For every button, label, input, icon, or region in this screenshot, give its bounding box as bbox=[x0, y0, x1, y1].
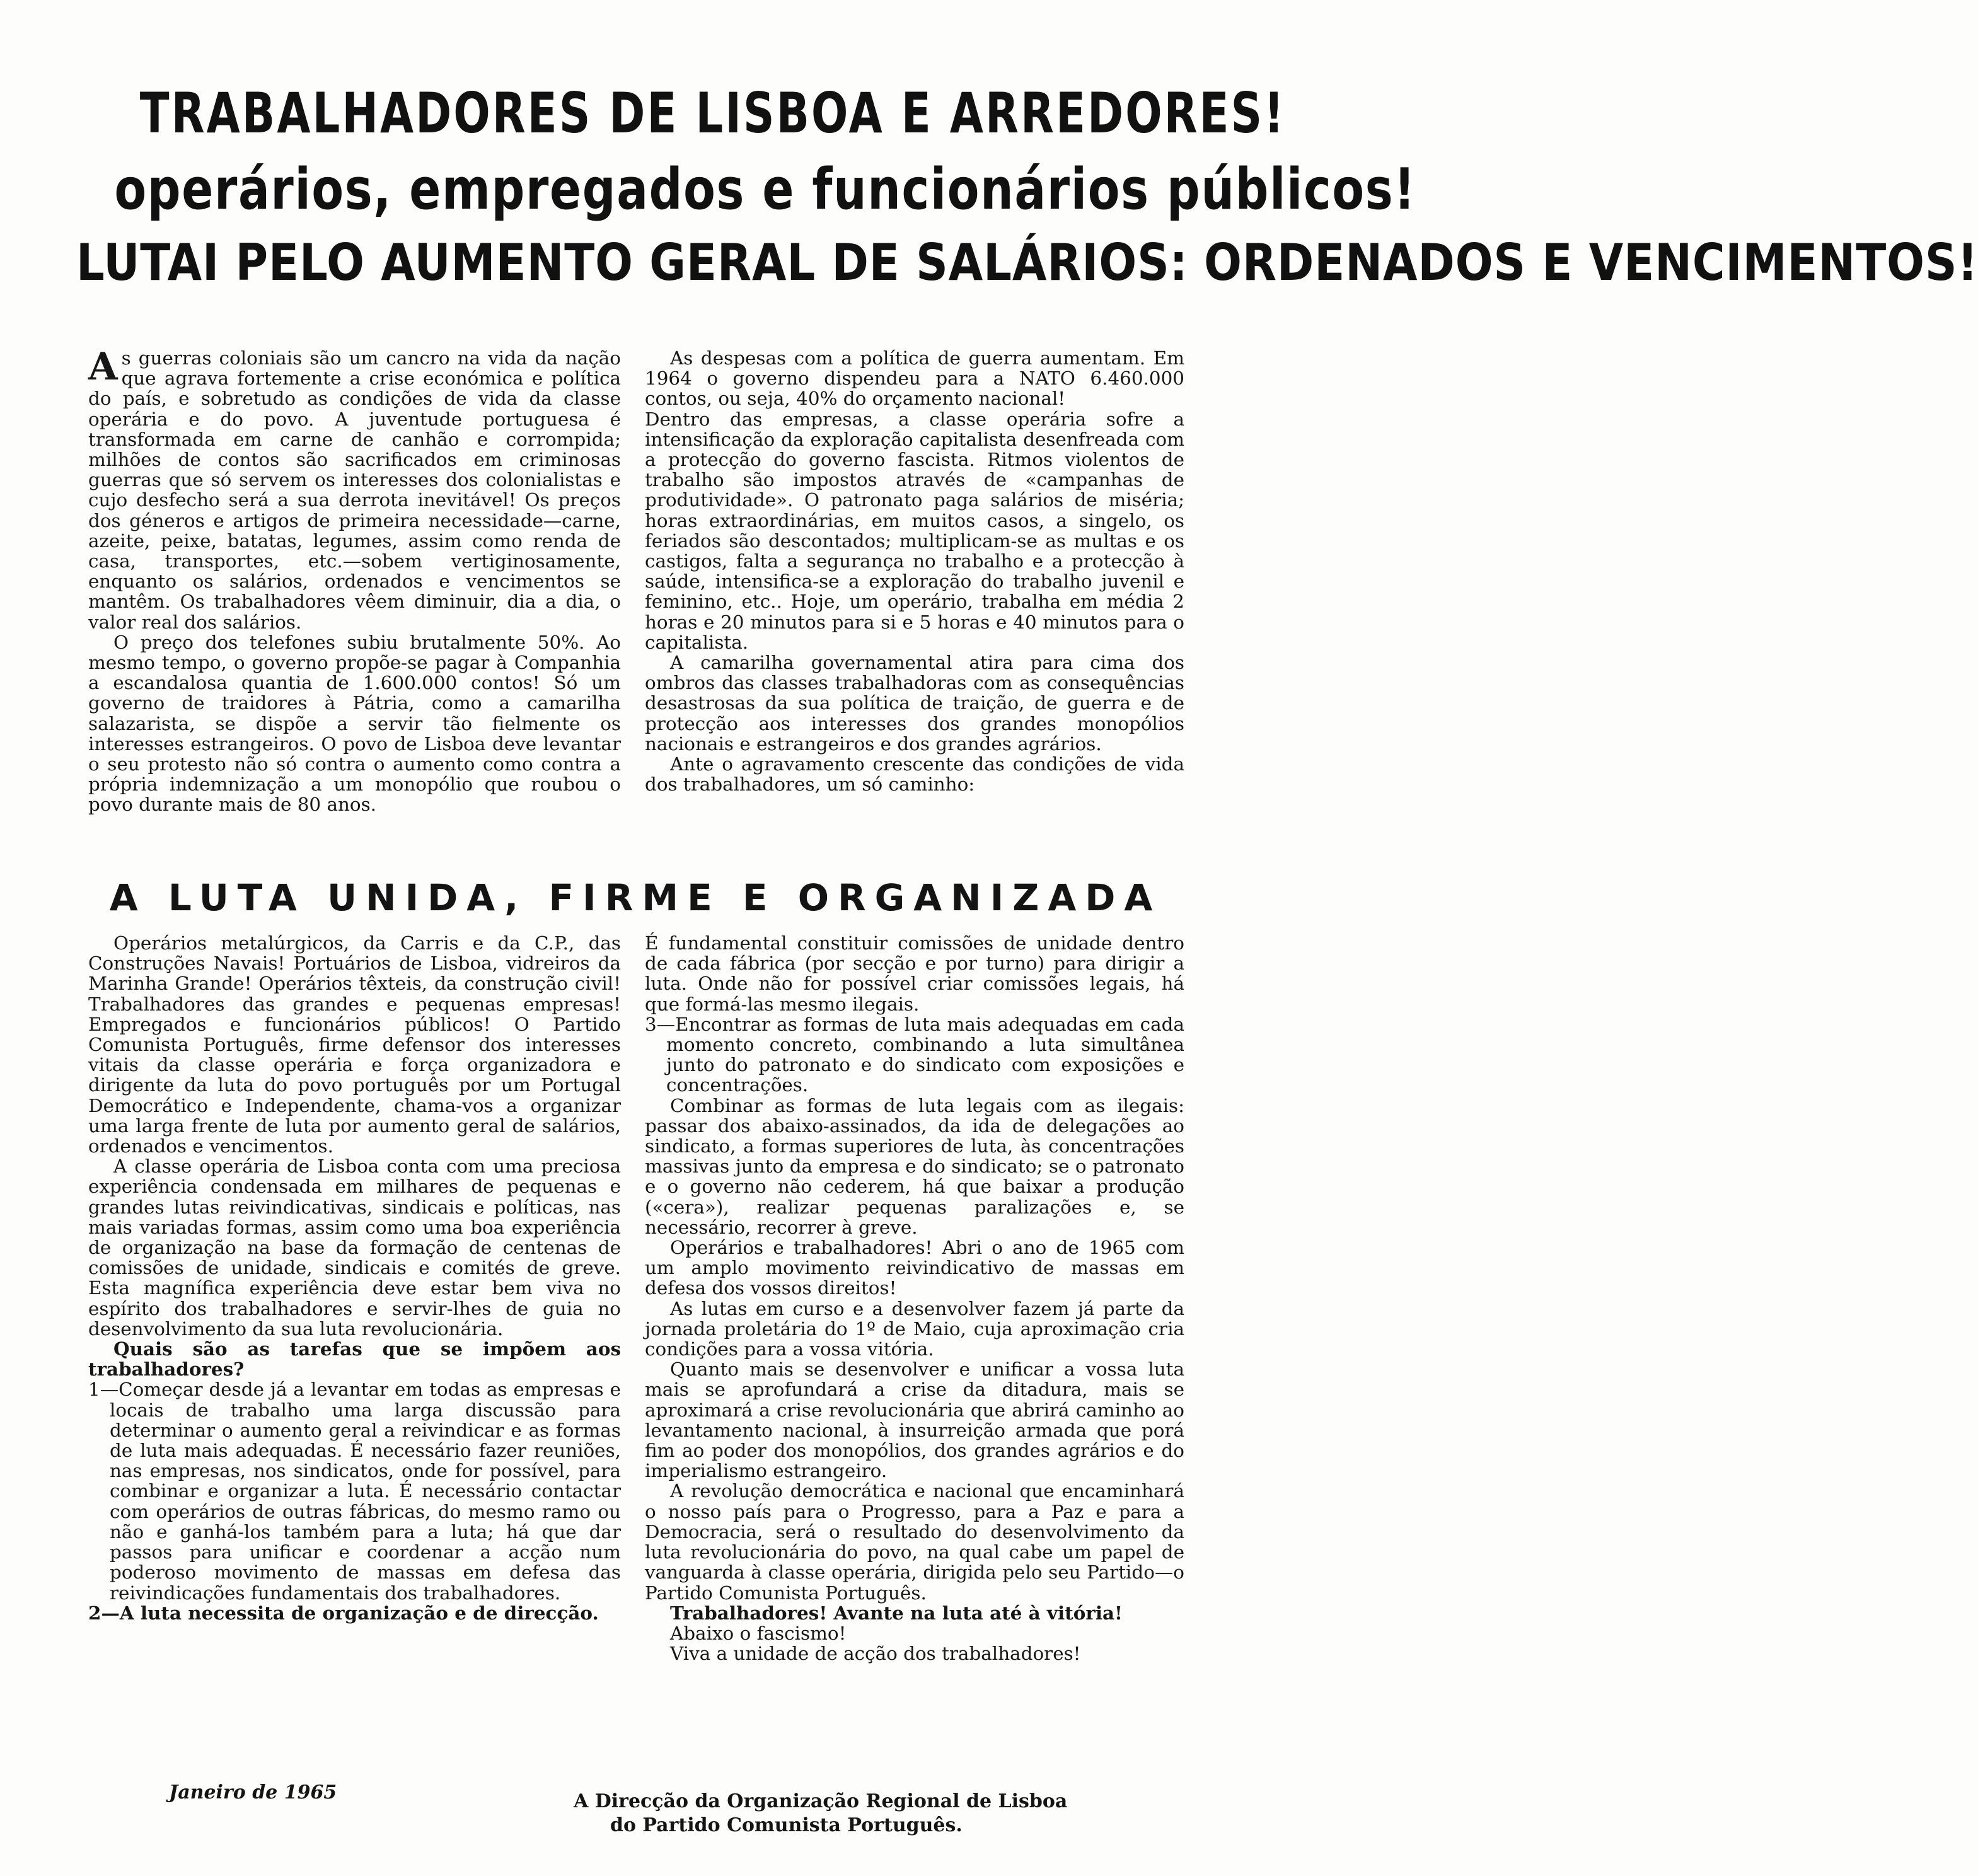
column-top-right bbox=[645, 348, 1184, 794]
paragraph: O preço dos telefones subiu brutalmente 50%. Ao mesmo tempo, o governo propõe-se pagar à Companhia a escandalosa quantia de 1.600.000 contos! Só um governo de traidores à Pátria, como a camarilha salazarista, se dispõe a servir tão fielmente os interesses estrangeiros. O povo de Lisboa deve levantar o seu protesto não só contra o aumento como contra a própria indemnização a um monopólio que roubou o povo durante mais de 80 anos. bbox=[88, 631, 621, 816]
paragraph: As guerras coloniais são um cancro na vida da nação que agrava fortemente a crise económica e política do país, e sobretudo as condições de vida da classe operária e do povo. A juventude portuguesa é transformada em carne de canhão e corrompida; milhões de contos são sacrificados em criminosas guerras que só servem os interesses dos colonialistas e cujo desfecho será a sua derrota inevitável! Os preços dos géneros e artigos de primeira necessidade—carne, azeite, peixe, batatas, legumes, assim como renda de casa, transportes, etc.—sobem vertiginosamente, enquanto os salários, ordenados e vencimentos se mantêm. Os trabalhadores vêem diminuir, dia a dia, o valor real dos salários. bbox=[88, 345, 621, 633]
closing-line: Trabalhadores! Avante na luta até à vitória! bbox=[670, 1601, 1123, 1624]
paragraph: Dentro das empresas, a classe operária sofre a intensificação da exploração capitalista desenfreada com a protecção do governo fascista. Ritmos violentos de trabalho são impostos através de «campanhas de produtividade». O patronato paga salários de miséria; horas extraordinárias, em muitos casos, a singelo, os feriados são descontados; multiplicam-se as multas e os castigos, falta a segurança no trabalho e a protecção à saúde, intensifica-se a exploração do trabalho juvenil e feminino, etc.. Hoje, um operário, trabalha em média 2 horas e 20 minutos para si e 5 horas e 40 minutos para o capitalista. bbox=[645, 408, 1184, 653]
signature-line: do Partido Comunista Português. bbox=[610, 1814, 963, 1836]
paragraph: Operários metalúrgicos, da Carris e da C.P., das Construções Navais! Portuários de Lisboa, vidreiros da Marinha Grande! Operários têxteis, da construção civil! Trabalhadores das grandes e pequenas empresas! Empregados e funcionários públicos! O Partido Comunista Português, firme defensor dos interesses vitais da classe operária e força organizadora e dirigente da luta do povo português por um Portugal Democrático e Independente, chama-vos a organizar uma larga frente de luta por aumento geral de salários, ordenados e vencimentos. bbox=[88, 932, 621, 1157]
paragraph: A camarilha governamental atira para cima dos ombros das classes trabalhadoras com as consequências desastrosas da sua política de traição, de guerra e de protecção aos interesses dos grandes monopólios nacionais e estrangeiros e dos grandes agrários. bbox=[645, 652, 1184, 755]
paragraph: É fundamental constituir comissões de unidade dentro de cada fábrica (por secção e por turno) para dirigir a luta. Onde não for possível criar comissões legais, há que formá-las mesmo ilegais. bbox=[645, 932, 1184, 1015]
paragraph: Quanto mais se desenvolver e unificar a vossa luta mais se aprofundará a crise da ditadura, mais se aproximará a crise revolucionária que abrirá caminho ao levantamento nacional, à insurreição armada que porá fim ao poder dos monopólios, dos grandes agrários e do imperialismo estrangeiro. bbox=[645, 1358, 1184, 1482]
closing-line: Viva a unidade de acção dos trabalhadores! bbox=[670, 1643, 1081, 1665]
paragraph: As lutas em curso e a desenvolver fazem já parte da jornada proletária do 1º de Maio, cuja aproximação cria condições para a vossa vitória. bbox=[645, 1297, 1184, 1360]
paragraph: Combinar as formas de luta legais com as ilegais: passar dos abaixo-assinados, da ida de delegações ao sindicato, a formas superiores de luta, às concentrações massivas junto da empresa e do sindicato; se o patronato e o governo não cederem, há que baixar a produção («cera»), realizar pequenas paralizações e, se necessário, recorrer à greve. bbox=[645, 1094, 1184, 1238]
list-item: 3—Encontrar as formas de luta mais adequadas em cada momento concreto, combinando a luta simultânea junto do patronato e do sindicato com exposições e concentrações. bbox=[645, 1013, 1184, 1096]
date-line: Janeiro de 1965 bbox=[169, 1781, 337, 1804]
headline-secondary: operários, empregados e funcionários públicos! bbox=[114, 156, 1416, 223]
closing-line: Abaixo o fascismo! bbox=[670, 1622, 847, 1644]
list-item: 1—Começar desde já a levantar em todas as empresas e locais de trabalho uma larga discussão para determinar o aumento geral a reivindicar e as formas de luta mais adequadas. É necessário fazer reuniões, nas empresas, nos sindicatos, onde for possível, para combinar e organizar a luta. É necessário contactar com operários de outras fábricas, do mesmo ramo ou não e ganhá-los também para a luta; há que dar passos para unificar e coordenar a acção num poderoso movimento de massas em defesa das reivindicações fundamentais dos trabalhadores. bbox=[88, 1379, 621, 1604]
list-item: 2—A luta necessita de organização e de direcção. bbox=[88, 1601, 599, 1624]
drop-cap: A bbox=[88, 345, 118, 389]
signature-line: A Direcção da Organização Regional de Lisboa bbox=[574, 1790, 1068, 1812]
headline-primary: TRABALHADORES DE LISBOA E ARREDORES! bbox=[139, 81, 1286, 146]
section-title: A LUTA UNIDA, FIRME E ORGANIZADA bbox=[109, 876, 1162, 919]
column-bottom-right bbox=[645, 933, 1184, 1664]
paragraph: A classe operária de Lisboa conta com uma preciosa experiência condensada em milhares de pequenas e grandes lutas reivindicativas, sindicais e políticas, nas mais variadas formas, assim como uma boa experiência de organização na base da formação de centenas de comissões de unidade, sindicais e comités de greve. Esta magnífica experiência deve estar bem viva no espírito dos trabalhadores e servir-lhes de guia no desenvolvimento da sua luta revolucionária. bbox=[88, 1155, 621, 1340]
column-top-left bbox=[88, 345, 621, 816]
paragraph: A revolução democrática e nacional que encaminhará o nosso país para o Progresso, para a Paz e para a Democracia, será o resultado do desenvolvimento da luta revolucionária do povo, na qual cabe um papel de vanguarda à classe operária, dirigida pelo seu Partido—o Partido Comunista Português. bbox=[645, 1480, 1184, 1604]
paragraph: Operários e trabalhadores! Abri o ano de 1965 com um amplo movimento reivindicativo de massas em defesa dos vossos direitos! bbox=[645, 1237, 1184, 1299]
paragraph: As despesas com a política de guerra aumentam. Em 1964 o governo dispendeu para a NATO 6.460.000 contos, ou seja, 40% do orçamento nacional! bbox=[645, 347, 1184, 410]
question-heading: Quais são as tarefas que se impõem aos trabalhadores? bbox=[88, 1338, 621, 1381]
headline-slogan: LUTAI PELO AUMENTO GERAL DE SALÁRIOS: ORDENADOS E VENCIMENTOS! bbox=[76, 233, 1978, 292]
column-bottom-left bbox=[88, 933, 621, 1623]
paragraph: Ante o agravamento crescente das condições de vida dos trabalhadores, um só caminho: bbox=[645, 753, 1184, 796]
